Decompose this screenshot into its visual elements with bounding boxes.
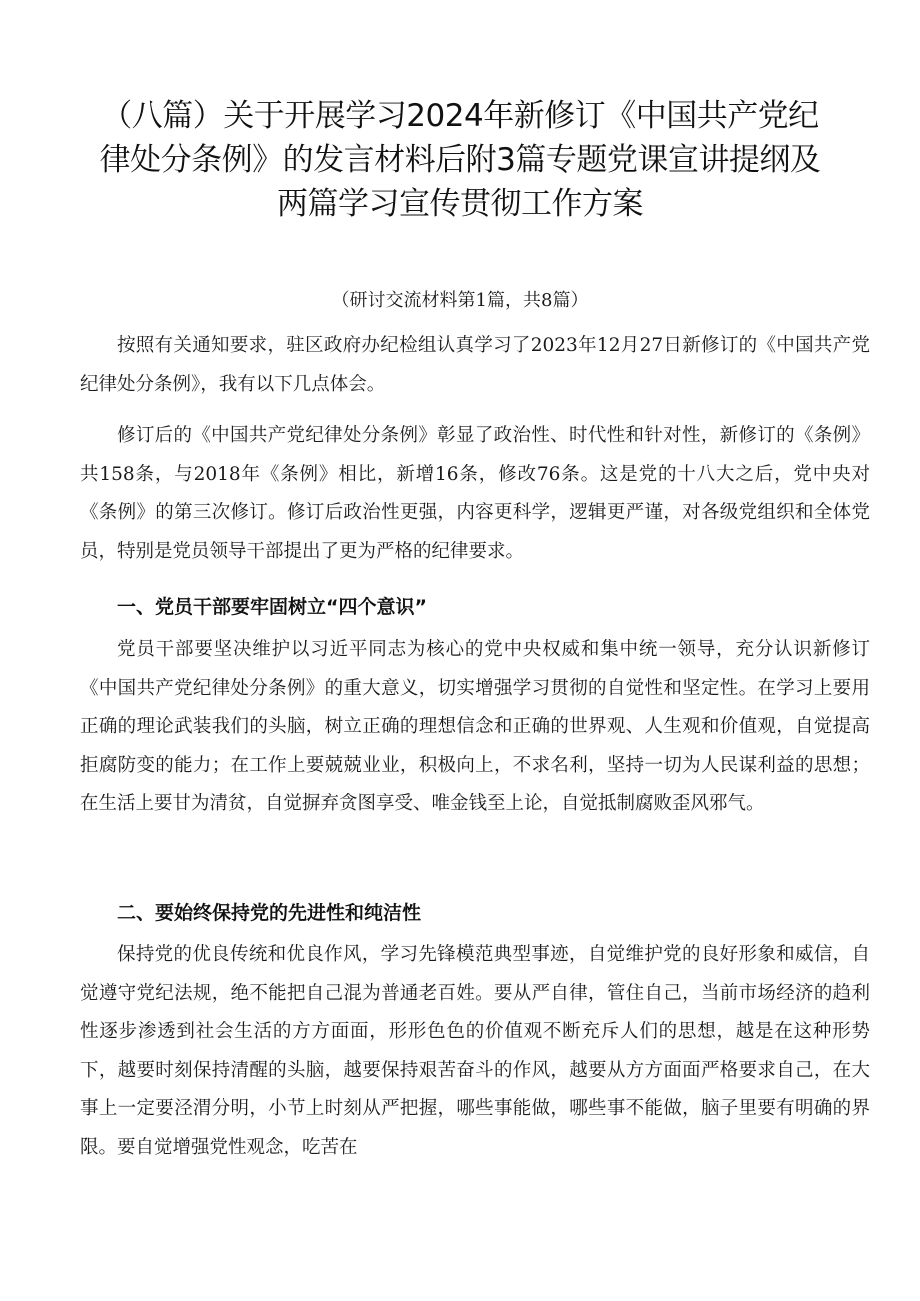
section1-paragraph: 党员干部要坚决维护以习近平同志为核心的党中央权威和集中统一领导，充分认识新修订《中国共产党纪律处分条例》的重大意义，切实增强学习贯彻的自觉性和坚定性。在学习上要用正确的理论武装我们的头脑，树立正确的理想信念和正确的世界观、人生观和价值观，自觉提高拒腐防变的能力；在工作上要兢兢业业，积极向上，不求名利，坚持一切为人民谋利益的思想；在生活上要甘为清贫，自觉摒弃贪图享受、唯金钱至上论，自觉抵制腐败歪风邪气。 xyxy=(80,639,870,815)
section-heading-2: 二、要始终保持党的先进性和纯洁性 xyxy=(117,902,422,924)
document-subtitle: （研讨交流材料第1篇，共8篇） xyxy=(331,290,589,311)
title-line: （八篇）关于开展学习2024年新修订《中国共产党纪 xyxy=(101,98,819,134)
section2-paragraph: 保持党的优良传统和优良作风，学习先锋模范典型事迹，自觉维护党的良好形象和威信，自觉遵守党纪法规，绝不能把自己混为普通老百姓。要从严自律，管住自己，当前市场经济的趋利性逐步渗透到社会生活的方方面面，形形色色的价值观不断充斥人们的思想，越是在这种形势下，越要时刻保持清醒的头脑，越要保持艰苦奋斗的作风，越要从方方面面严格要求自己，在大事上一定要泾渭分明，小节上时刻从严把握，哪些事能做，哪些事不能做，脑子里要有明确的界限。要自觉增强党性观念，吃苦在 xyxy=(80,944,870,1158)
section-heading-1: 一、党员干部要牢固树立“四个意识” xyxy=(117,596,427,618)
document-title xyxy=(60,94,860,226)
overview-paragraph: 修订后的《中国共产党纪律处分条例》彰显了政治性、时代性和针对性，新修订的《条例》共158条，与2018年《条例》相比，新增16条，修改76条。这是党的十八大之后，党中央对《条例》的第三次修订。修订后政治性更强，内容更科学，逻辑更严谨，对各级党组织和全体党员，特别是党员领导干部提出了更为严格的纪律要求。 xyxy=(80,425,870,562)
title-line: 律处分条例》的发言材料后附3篇专题党课宣讲提纲及 xyxy=(99,142,821,178)
intro-paragraph: 按照有关通知要求，驻区政府办纪检组认真学习了2023年12月27日新修订的《中国共产党纪律处分条例》，我有以下几点体会。 xyxy=(80,335,870,395)
title-line: 两篇学习宣传贯彻工作方案 xyxy=(277,186,643,222)
